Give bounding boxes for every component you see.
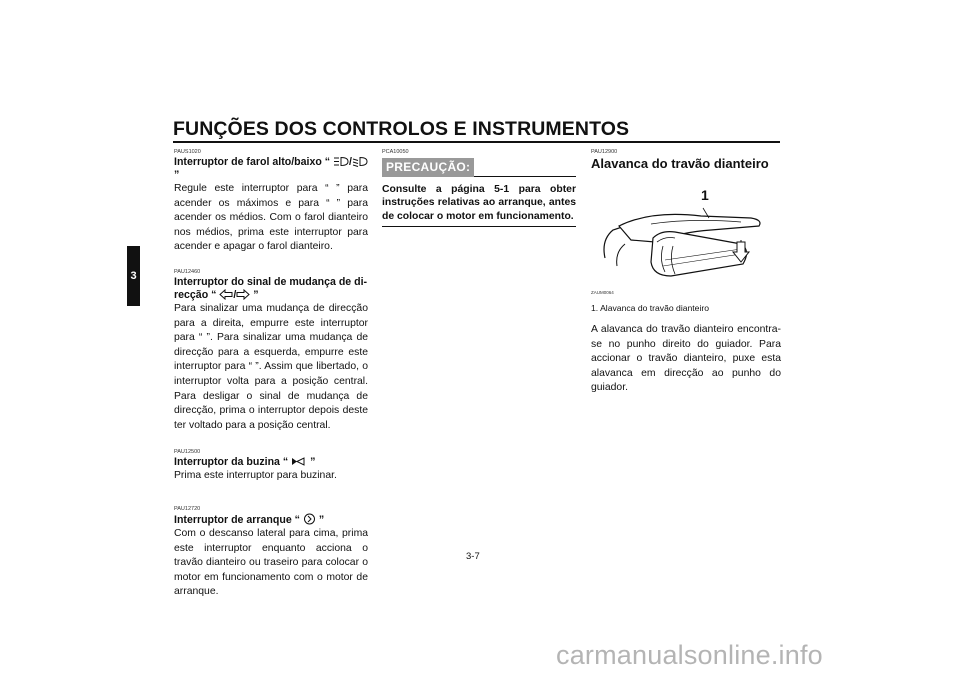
caution-text: Consulte a página 5-1 para obter instruções relativas ao arranque, antes de colocar o motor em funcionamento. [382, 183, 576, 222]
section-title: Interruptor de arranque “ ” [174, 513, 325, 526]
figure-caption: 1. Alavanca do travão dianteiro [591, 303, 710, 313]
page-number: 3-7 [466, 551, 480, 562]
start-switch-icon [303, 513, 316, 525]
left-column [174, 149, 368, 600]
section-body: Para sinalizar uma mudança de direcção para a direita, empurre este interruptor para “ ”. Para sinalizar uma mudança de direcção para a esquerda, empurre este interruptor para “ ”. Assim que libertado, o interruptor volta para a posição central. Para desligar o sinal de mudança de direcção, prima o interruptor depois deste ter voltado para a posição central. [174, 302, 368, 431]
section-title: Alavanca do travão dianteiro [591, 156, 769, 171]
low-beam-icon [352, 156, 368, 167]
caution-header [382, 158, 576, 177]
right-column [591, 149, 781, 396]
page-title: FUNÇÕES DOS CONTROLOS E INSTRUMENTOS [173, 118, 630, 140]
caution-label: PRECAUÇÃO: [382, 158, 474, 177]
caution-rule-top [474, 176, 576, 177]
section-headlight-switch [174, 149, 368, 255]
reference-code: PAU12500 [174, 449, 201, 456]
section-start-switch [174, 506, 368, 600]
brake-lever-illustration [591, 180, 781, 298]
section-title: Interruptor da buzina “ ” [174, 456, 316, 469]
turn-left-arrow-icon [219, 289, 233, 300]
middle-column [382, 149, 576, 227]
chapter-tab: 3 [127, 246, 140, 306]
section-title: Interruptor do sinal de mudança de di- [174, 275, 368, 288]
callout-number: 1 [701, 187, 709, 203]
section-body: Regule este interruptor para “ ” para acender os máximos e para “ ” para acender os médios. Com o farol dianteiro nos médios, prima este interruptor para acender e apagar o farol dianteiro. [174, 183, 368, 253]
turn-right-arrow-icon [236, 289, 250, 300]
brake-lever-figure [591, 180, 781, 298]
section-body: A alavanca do travão dianteiro encontra-se no punho direito do guiador. Para accionar o travão dianteiro, puxe esta alavanca em direcção ao punho do guiador. [591, 324, 781, 394]
reference-code: PAU12460 [174, 268, 201, 275]
title-rule [173, 141, 780, 143]
section-horn-switch [174, 449, 368, 484]
section-title-continued: recção “ / ” [174, 288, 259, 301]
section-turn-signal-switch [174, 269, 368, 433]
caution-rule-bottom [382, 226, 576, 227]
reference-code: PAUS1020 [174, 149, 201, 155]
high-beam-icon [333, 156, 349, 167]
reference-code: PCA10050 [382, 149, 409, 155]
figure-code: ZAUM0064 [591, 290, 614, 295]
horn-icon [291, 456, 307, 467]
section-body: Prima este interruptor para buzinar. [174, 470, 337, 482]
reference-code: PAU12720 [174, 505, 201, 512]
section-body: Com o descanso lateral para cima, prima este interruptor enquanto acciona o travão dianteiro ou traseiro para colocar o motor em funcionamento com o motor de arranque. [174, 527, 368, 598]
section-title: Interruptor de farol alto/baixo “ / ” [174, 156, 368, 182]
reference-code: PAU12900 [591, 149, 618, 155]
watermark: carmanualsonline.info [556, 640, 823, 670]
